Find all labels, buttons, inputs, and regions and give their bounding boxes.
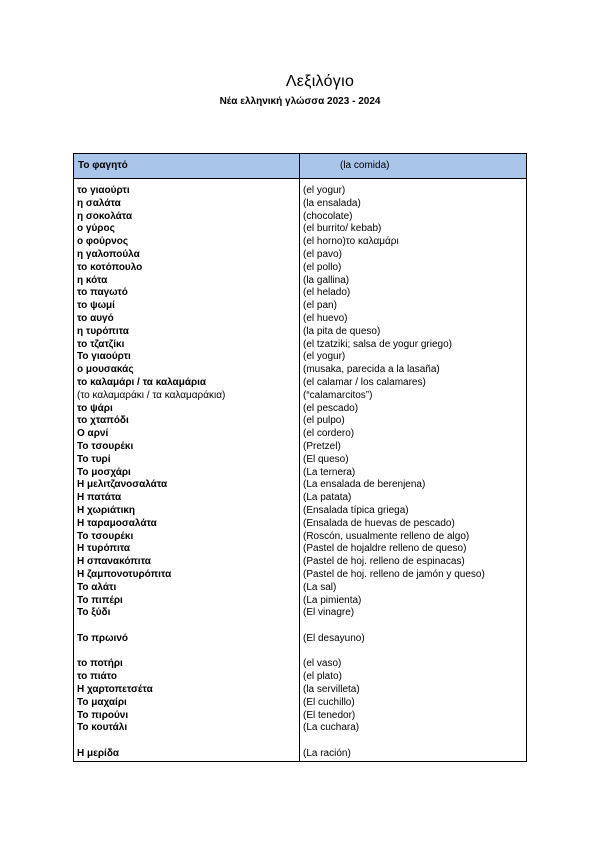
table-row [74,684,526,697]
greek-term: Η χωριάτικη [77,504,136,516]
table-row [74,671,526,684]
document-subtitle: Νέα ελληνική γλώσσα 2023 - 2024 [219,96,381,107]
spanish-translation: (el helado) [303,287,351,299]
spanish-translation: (Pastel de hojaldre relleno de queso) [303,543,467,555]
spanish-translation: (el cordero) [303,428,355,440]
spanish-translation: (el vaso) [303,658,342,670]
greek-term: Το ξύδι [77,607,111,619]
table-row [74,262,526,275]
spanish-translation: (La patata) [303,492,352,504]
greek-term: Το τσουρέκι [77,530,134,542]
spanish-translation: (El vinagre) [303,607,355,619]
table-row [74,543,526,556]
spanish-translation: (La sal) [303,581,337,593]
spanish-translation: (La cuchara) [303,722,360,734]
greek-term: Το γιαούρτι [77,351,131,363]
spanish-translation: (el yogur) [303,351,346,363]
table-row [74,313,526,326]
greek-term: η σαλάτα [77,197,121,209]
table-row [74,441,526,454]
table-row [74,467,526,480]
table-row [74,697,526,710]
greek-term: το παγωτό [77,287,128,299]
spanish-translation: (la gallina) [303,274,350,286]
spanish-translation: (La pimienta) [303,594,362,606]
table-row [74,607,526,620]
spanish-translation: (chocolate) [303,210,353,222]
spanish-translation: (el yogur) [303,185,346,196]
greek-term: το ψωμί [77,300,115,312]
table-row [74,428,526,441]
greek-term: (το καλαμαράκι / τα καλαμαράκια) [77,389,226,401]
table-row [74,710,526,723]
table-row [74,185,526,198]
spanish-translation: (Ensalada de huevas de pescado) [303,517,455,529]
spanish-translation: (Ensalada típica griega) [303,504,409,516]
spanish-translation: (El cuchillo) [303,696,355,708]
spanish-translation: (el tzatziki; salsa de yogur griego) [303,338,452,350]
greek-term: Η ζαμπονοτυρόπιτα [77,568,172,580]
spanish-translation: (el burrito/ kebab) [303,223,382,235]
greek-term: το καλαμάρι / τα καλαμάρια [77,376,207,388]
spanish-translation: (el pescado) [303,402,359,414]
greek-term: το αυγό [77,312,114,324]
table-row [74,300,526,313]
greek-term: Η μελιτζανοσαλάτα [77,479,168,491]
greek-term: Η μερίδα [77,748,120,760]
table-row [74,582,526,595]
spanish-translation: (musaka, parecida a la lasaña) [303,364,440,376]
table-row [74,198,526,211]
spanish-translation: (la servilleta) [303,684,360,696]
table-row [74,415,526,428]
table-row [74,492,526,505]
spanish-translation: (la ensalada) [303,197,361,209]
greek-term: ο μουσακάς [77,364,134,376]
spacer-row [74,735,526,748]
vocabulary-table [73,153,527,762]
greek-term: το κοτόπουλο [77,261,143,273]
greek-term: ο γύρος [77,223,115,235]
table-row [74,390,526,403]
table-row [74,658,526,671]
greek-term: Το τσουρέκι [77,440,134,452]
table-header [74,154,526,179]
greek-term: Το πρωινό [77,632,128,644]
greek-term: Η χαρτοπετσέτα [77,684,153,696]
spanish-translation: (Pastel de hoj. relleno de jamón y queso) [303,568,485,580]
table-row [74,211,526,224]
header-spanish: (la comida) [340,160,390,171]
greek-term: το πιάτο [77,671,117,683]
table-row [74,249,526,262]
spanish-translation: (Pastel de hoj. relleno de espinacas) [303,556,465,568]
table-row [74,505,526,518]
greek-term: το γιαούρτι [77,185,130,196]
table-row [74,275,526,288]
greek-term: Το μοσχάρι [77,466,131,478]
spanish-translation: (el pan) [303,300,337,312]
table-row [74,236,526,249]
greek-term: Το πιρούνι [77,709,129,721]
table-row [74,403,526,416]
table-row [74,722,526,735]
spanish-translation: (La ternera) [303,466,356,478]
spanish-translation: (el calamar / los calamares) [303,376,426,388]
spanish-translation: (el huevo) [303,312,348,324]
greek-term: Το κουτάλι [77,722,128,734]
table-row [74,351,526,364]
table-row [74,287,526,300]
greek-term: η γαλοπούλα [77,248,140,260]
table-row [74,326,526,339]
table-row [74,364,526,377]
greek-term: το ποτήρι [77,658,123,670]
greek-term: η κότα [77,274,108,286]
greek-term: Η πατάτα [77,492,122,504]
header-greek: Το φαγητό [78,160,128,171]
spanish-translation: (La ración) [303,748,351,760]
table-row [74,223,526,236]
greek-term: Η τυρόπιτα [77,543,131,555]
table-row [74,531,526,544]
spanish-translation: (el pulpo) [303,415,345,427]
greek-term: Το τυρί [77,453,111,465]
greek-term: η τυρόπιτα [77,325,129,337]
spanish-translation: (El tenedor) [303,709,356,721]
spanish-translation: (“calamarcitos”) [303,389,373,401]
table-row [74,595,526,608]
table-row [74,569,526,582]
spacer-row [74,646,526,659]
spanish-translation: (el pollo) [303,261,342,273]
greek-term: το τζατζίκι [77,338,125,350]
greek-term: το ψάρι [77,402,113,414]
table-row [74,556,526,569]
spanish-translation: (El queso) [303,453,349,465]
greek-term: Η ταραμοσαλάτα [77,517,157,529]
table-row [74,377,526,390]
greek-term: η σοκολάτα [77,210,133,222]
table-row [74,518,526,531]
document-title: Λεξιλόγιο [285,73,355,90]
greek-term: Το πιπέρι [77,594,123,606]
spanish-translation: (Roscón, usualmente relleno de algo) [303,530,470,542]
spanish-translation: (el horno)το καλαμάρι [303,236,399,248]
greek-term: το χταπόδι [77,415,129,427]
greek-term: ο φούρνος [77,236,129,248]
table-row [74,454,526,467]
greek-term: Η σπανακόπιτα [77,556,151,568]
spanish-translation: (El desayuno) [303,632,365,644]
greek-term: Το αλάτι [77,581,117,593]
greek-term: Το μαχαίρι [77,696,127,708]
spanish-translation: (Pretzel) [303,440,341,452]
table-row [74,479,526,492]
greek-term: Ο αρνί [77,428,109,440]
table-row [74,748,526,761]
spanish-translation: (la pita de queso) [303,325,381,337]
spanish-translation: (La ensalada de berenjena) [303,479,426,491]
spanish-translation: (el plato) [303,671,342,683]
table-row [74,633,526,646]
table-row [74,339,526,352]
spanish-translation: (el pavo) [303,248,342,260]
spacer-row [74,620,526,633]
table-body [74,185,526,761]
